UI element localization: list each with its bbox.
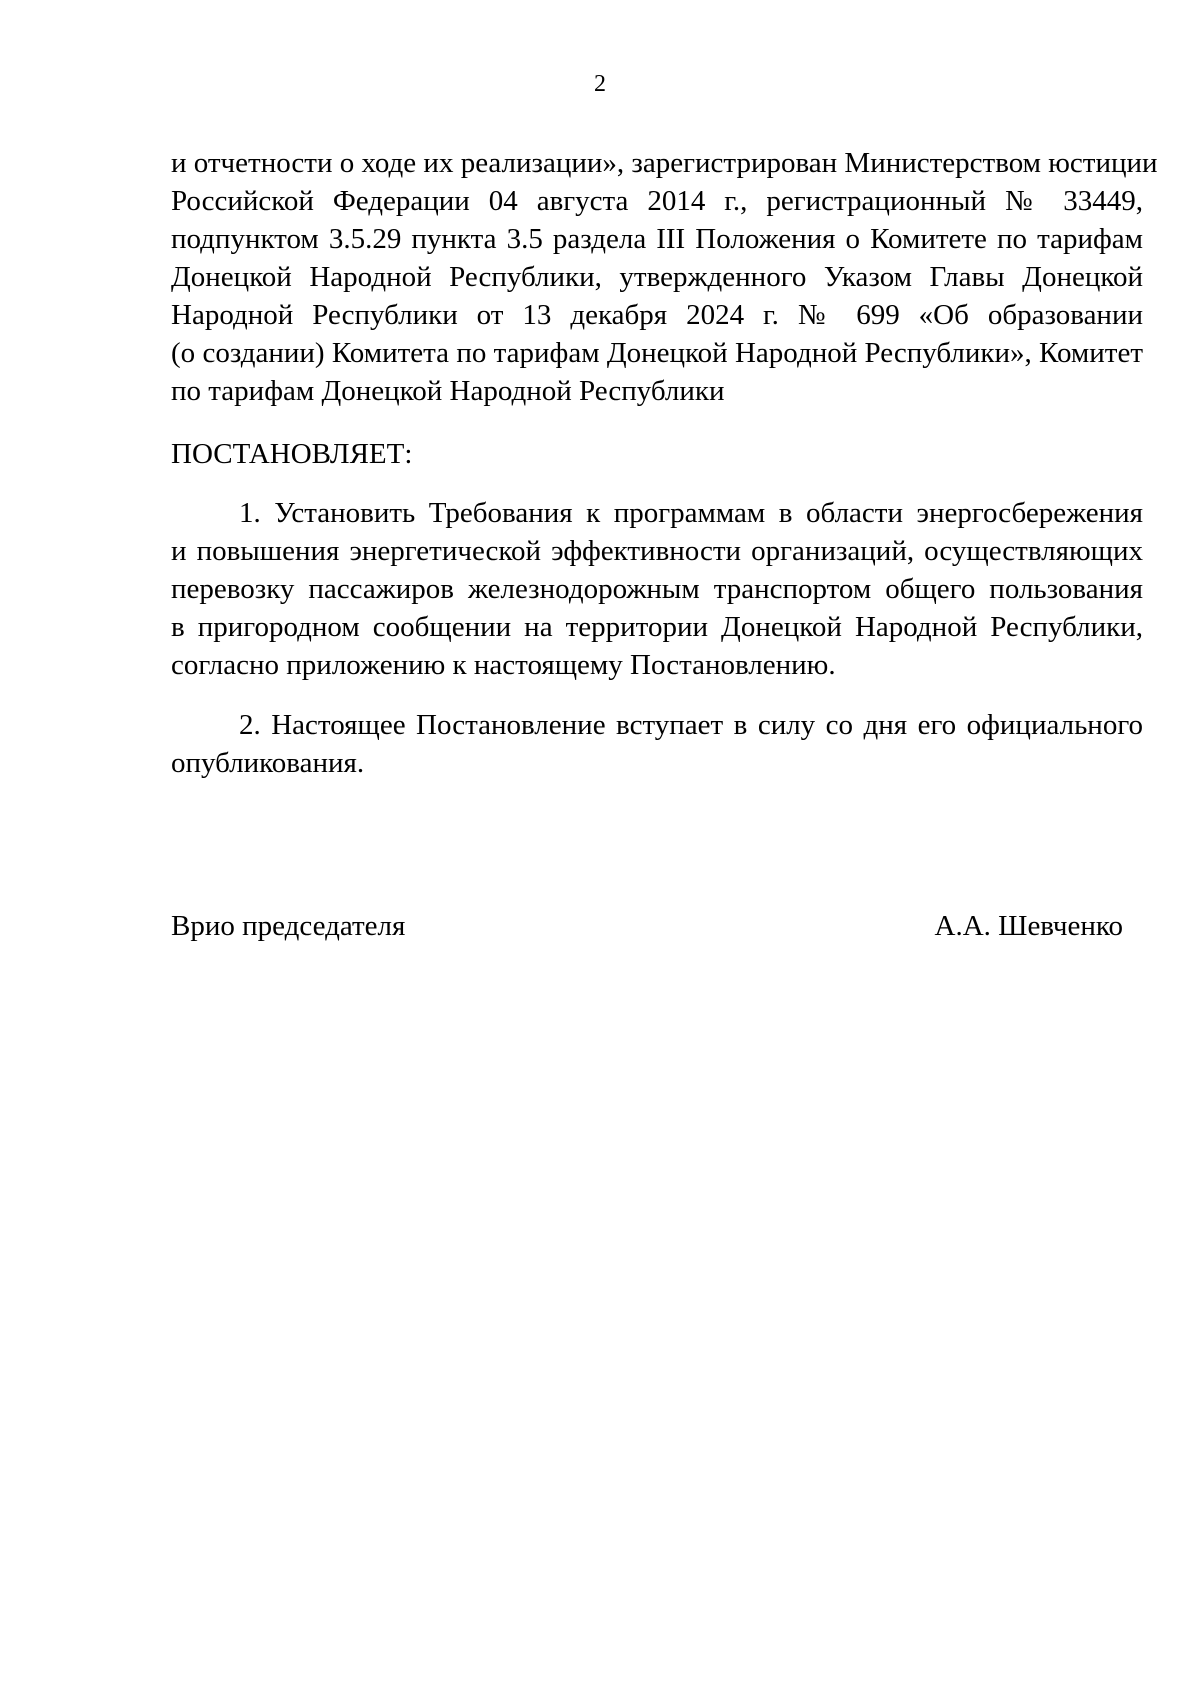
clause-1-line: согласно приложению к настоящему Постановлению. [171,649,836,681]
preamble-line: по тарифам Донецкой Народной Республики [171,375,725,407]
signatory-position: Врио председателя [171,910,406,942]
resolves-heading: ПОСТАНОВЛЯЕТ: [171,438,413,470]
clause-1-line: 1. Установить Требования к программам в области энергосбережения [239,497,1143,529]
signatory-name: А.А. Шевченко [934,910,1123,942]
preamble-line: Народной Республики от 13 декабря 2024 г. № 699 «Об образовании [171,299,1143,331]
clause-1-line: перевозку пассажиров железнодорожным транспортом общего пользования [171,573,1143,605]
signature-block [171,907,1123,945]
clause-1-line: в пригородном сообщении на территории Донецкой Народной Республики, [171,611,1143,643]
preamble-line: Донецкой Народной Республики, утвержденного Указом Главы Донецкой [171,261,1143,293]
clause-2-line: опубликования. [171,747,365,779]
preamble-line: (о создании) Комитета по тарифам Донецкой Народной Республики», Комитет [171,337,1143,369]
page-number: 2 [594,71,606,97]
clause-1 [171,494,1143,684]
clause-1-line: и повышения энергетической эффективности организаций, осуществляющих [171,535,1143,567]
preamble-line: подпунктом 3.5.29 пункта 3.5 раздела III Положения о Комитете по тарифам [171,223,1143,255]
preamble-line: Российской Федерации 04 августа 2014 г., регистрационный № 33449, [171,185,1143,217]
clause-2 [171,706,1143,782]
clause-2-line: 2. Настоящее Постановление вступает в силу со дня его официального [239,709,1143,741]
preamble-paragraph [171,144,1158,410]
preamble-line: и отчетности о ходе их реализации», зарегистрирован Министерством юстиции [171,147,1158,179]
